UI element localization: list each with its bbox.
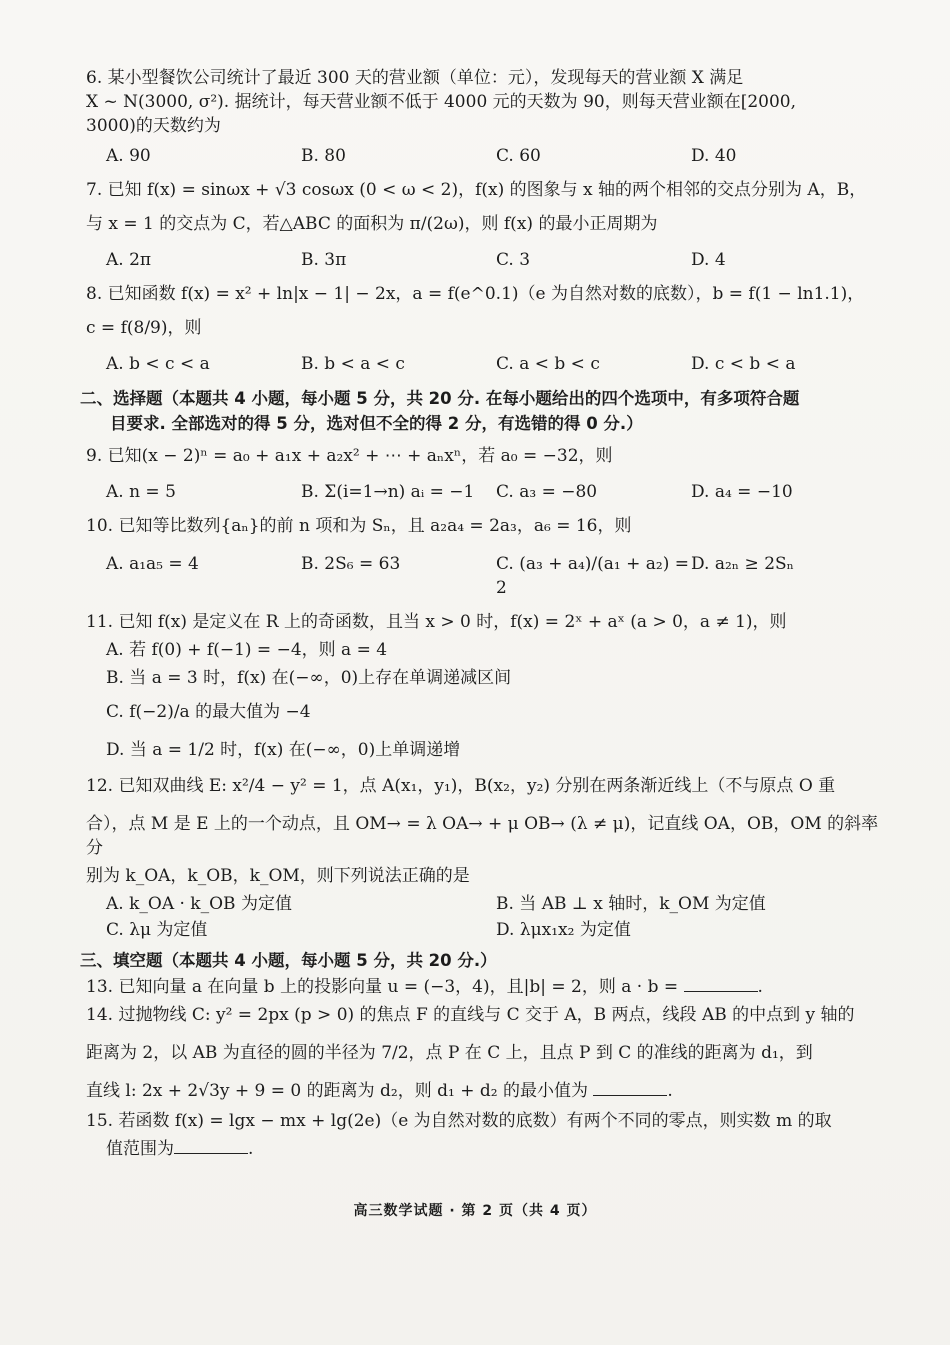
section-2-heading (80, 386, 886, 436)
exam-content (80, 66, 886, 1167)
q9-option-a: A. n = 5 (106, 482, 176, 502)
q13-text: 13. 已知向量 a 在向量 b 上的投影向量 u = (−3，4)，且|b| = 2，则 a · b = (86, 977, 679, 997)
q10-option-a: A. a₁a₅ = 4 (106, 554, 199, 574)
q7-option-a: A. 2π (106, 250, 152, 270)
q6-option-d: D. 40 (691, 146, 737, 166)
q11-line1: 11. 已知 f(x) 是定义在 R 上的奇函数，且当 x > 0 时，f(x) = 2ˣ + aˣ (a > 0，a ≠ 1)，则 (86, 612, 787, 632)
q9-options (106, 480, 886, 504)
question-10 (86, 514, 886, 600)
q11-option-d: D. 当 a = 1/2 时，f(x) 在(−∞，0)上单调递增 (106, 740, 461, 760)
q12-options-row1 (106, 892, 886, 916)
q12-line1: 12. 已知双曲线 E: x²/4 − y² = 1，点 A(x₁，y₁)，B(x₂，y₂) 分别在两条渐近线上（不与原点 O 重 (86, 776, 836, 796)
q8-option-b: B. b < a < c (301, 354, 405, 374)
q10-line1: 10. 已知等比数列{aₙ}的前 n 项和为 Sₙ，且 a₂a₄ = 2a₃，a₆ = 16，则 (86, 516, 632, 536)
question-9 (86, 444, 886, 504)
q6-option-a: A. 90 (106, 146, 151, 166)
q10-option-c: C. (a₃ + a₄)/(a₁ + a₂) = 2 (496, 554, 690, 598)
q14-answer-blank (593, 1079, 667, 1096)
q11-option-c: C. f(−2)/a 的最大值为 −4 (106, 702, 311, 722)
q12-option-c: C. λμ 为定值 (106, 920, 208, 940)
q6-option-b: B. 80 (301, 146, 346, 166)
q10-option-b: B. 2S₆ = 63 (301, 554, 401, 574)
q6-option-c: C. 60 (496, 146, 541, 166)
q7-option-b: B. 3π (301, 250, 347, 270)
section-2-line2: 目要求. 全部选对的得 5 分，选对但不全的得 2 分，有选错的得 0 分.） (110, 414, 643, 433)
q6-line3: 3000)的天数约为 (86, 116, 221, 136)
q7-option-d: D. 4 (691, 250, 726, 270)
q14-line3 (86, 1079, 886, 1103)
q9-option-b: B. Σ(i=1→n) aᵢ = −1 (301, 482, 475, 502)
question-14 (86, 1003, 886, 1103)
section-2-line1: 二、选择题（本题共 4 小题，每小题 5 分，共 20 分. 在每小题给出的四个选项中，有多项符合题 (80, 389, 800, 408)
q7-line2: 与 x = 1 的交点为 C，若△ABC 的面积为 π/(2ω)，则 f(x) 的最小正周期为 (86, 214, 658, 234)
q15-line1: 15. 若函数 f(x) = lgx − mx + lg(2e)（e 为自然对数的底数）有两个不同的零点，则实数 m 的取 (86, 1111, 832, 1131)
question-15 (86, 1109, 886, 1161)
question-13 (86, 975, 886, 999)
page-footer: 高三数学试题 · 第 2 页（共 4 页） (353, 1203, 597, 1219)
q8-option-d: D. c < b < a (691, 354, 796, 374)
q9-line1: 9. 已知(x − 2)ⁿ = a₀ + a₁x + a₂x² + ⋯ + aₙxⁿ，若 a₀ = −32，则 (86, 446, 613, 466)
q12-line2: 合），点 M 是 E 上的一个动点，且 OM→ = λ OA→ + μ OB→ (λ ≠ μ)，记直线 OA，OB，OM 的斜率分 (86, 814, 879, 858)
q8-line2: c = f(8/9)，则 (86, 318, 202, 338)
q12-options-row2 (106, 918, 886, 942)
question-12 (86, 774, 886, 942)
question-11 (86, 610, 886, 762)
question-6 (86, 66, 886, 168)
q15-answer-blank (174, 1137, 248, 1154)
q15-text: 值范围为 (106, 1139, 174, 1159)
q8-line1: 8. 已知函数 f(x) = x² + ln|x − 1| − 2x，a = f(e^0.1)（e 为自然对数的底数），b = f(1 − ln1.1)， (86, 284, 865, 304)
q12-option-d: D. λμx₁x₂ 为定值 (496, 920, 631, 940)
q11-options (106, 638, 886, 762)
q9-option-c: C. a₃ = −80 (496, 482, 598, 502)
q11-option-b: B. 当 a = 3 时，f(x) 在(−∞，0)上存在单调递减区间 (106, 668, 512, 688)
question-7 (86, 178, 886, 272)
q14-line1: 14. 过抛物线 C: y² = 2px (p > 0) 的焦点 F 的直线与 C 交于 A，B 两点，线段 AB 的中点到 y 轴的 (86, 1005, 855, 1025)
q7-options (106, 248, 886, 272)
section-3-heading: 三、填空题（本题共 4 小题，每小题 5 分，共 20 分.） (80, 951, 497, 970)
question-8 (86, 282, 886, 376)
q8-option-a: A. b < c < a (106, 354, 210, 374)
q14-line2: 距离为 2，以 AB 为直径的圆的半径为 7/2，点 P 在 C 上，且点 P 到 C 的准线的距离为 d₁，到 (86, 1043, 813, 1063)
q12-option-b: B. 当 AB ⊥ x 轴时，k_OM 为定值 (496, 894, 766, 914)
q15-line2 (86, 1137, 886, 1161)
q8-options (106, 352, 886, 376)
q6-line2: X ~ N(3000, σ²). 据统计，每天营业额不低于 4000 元的天数为 90，则每天营业额在[2000, (86, 92, 796, 112)
q14-text: 直线 l: 2x + 2√3y + 9 = 0 的距离为 d₂，则 d₁ + d₂ 的最小值为 (86, 1081, 588, 1101)
q9-option-d: D. a₄ = −10 (691, 482, 793, 502)
q10-option-d: D. a₂ₙ ≥ 2Sₙ (691, 554, 795, 574)
q7-line1: 7. 已知 f(x) = sinωx + √3 cosωx (0 < ω < 2)，f(x) 的图象与 x 轴的两个相邻的交点分别为 A，B， (86, 180, 867, 200)
q15-tail: . (248, 1139, 254, 1159)
q10-options (106, 552, 886, 600)
q13-answer-blank (684, 975, 758, 992)
q11-option-a: A. 若 f(0) + f(−1) = −4，则 a = 4 (106, 640, 388, 660)
q12-line3: 别为 k_OA，k_OB，k_OM，则下列说法正确的是 (86, 866, 470, 886)
q6-line1: 6. 某小型餐饮公司统计了最近 300 天的营业额（单位：元），发现每天的营业额 X 满足 (86, 68, 744, 88)
q6-options (106, 144, 886, 168)
q12-option-a: A. k_OA · k_OB 为定值 (106, 894, 292, 914)
q13-line1 (86, 975, 886, 999)
q13-tail: . (757, 977, 763, 997)
q14-tail: . (667, 1081, 673, 1101)
q7-option-c: C. 3 (496, 250, 531, 270)
q8-option-c: C. a < b < c (496, 354, 600, 374)
